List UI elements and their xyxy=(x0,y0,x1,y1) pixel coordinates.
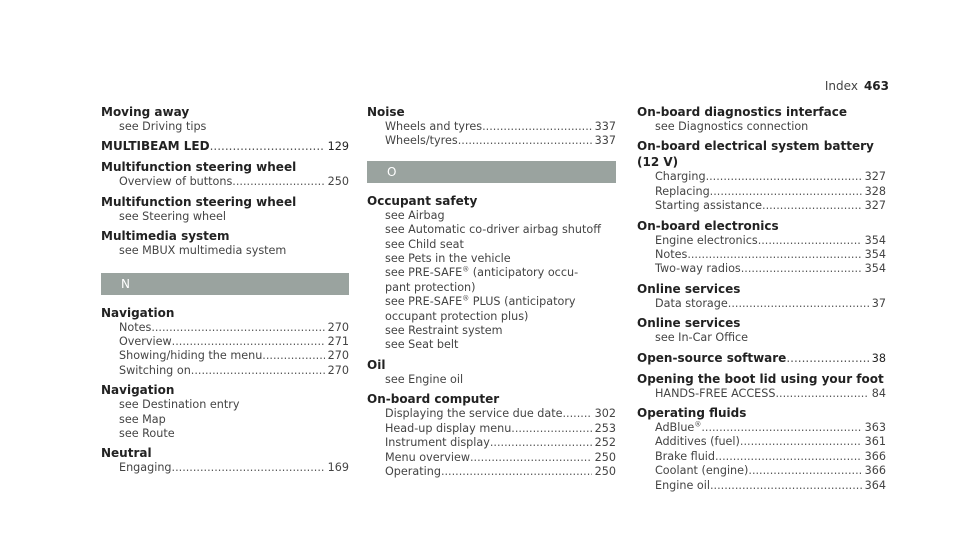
subline-text: Engine oil xyxy=(655,478,710,492)
subline-text: Operating xyxy=(385,464,441,478)
page-ref[interactable]: 337 xyxy=(594,134,616,148)
subline-text: (anticipatory occu- xyxy=(469,266,579,280)
dot-leader xyxy=(748,464,861,478)
subline-text: HANDS-FREE ACCESS xyxy=(655,386,776,400)
page-ref[interactable]: 361 xyxy=(864,435,886,449)
entry-heading[interactable]: Online services xyxy=(637,316,741,331)
index-column-1 xyxy=(101,104,349,480)
page-ref[interactable]: 354 xyxy=(864,248,886,262)
subline-text: Engine electronics xyxy=(655,233,758,247)
entry-subline[interactable] xyxy=(637,248,886,262)
index-entry-open-source-software xyxy=(637,350,886,367)
entry-subline[interactable] xyxy=(637,479,886,493)
entry-subline[interactable] xyxy=(637,464,886,478)
entry-heading[interactable]: On-board diagnostics interface xyxy=(637,105,847,119)
entry-subline[interactable] xyxy=(637,297,886,311)
dot-leader xyxy=(262,349,324,363)
entry-heading[interactable]: Occupant safety xyxy=(367,193,478,208)
page-ref[interactable]: 250 xyxy=(594,464,616,478)
page-ref[interactable]: 169 xyxy=(327,461,349,475)
subline-text: see In-Car Office xyxy=(655,331,749,345)
entry-subline: occupant protection plus) xyxy=(385,309,529,323)
page-ref[interactable]: 354 xyxy=(864,233,886,247)
entry-subline[interactable]: see Automatic co-driver airbag shutoff xyxy=(385,223,601,237)
subline-text: AdBlue xyxy=(655,421,695,435)
index-entry-oil xyxy=(367,357,616,387)
dot-leader xyxy=(563,407,592,421)
dot-leader xyxy=(470,451,592,465)
subline-text: Notes xyxy=(655,248,688,262)
dot-leader xyxy=(482,120,592,134)
page-ref[interactable]: 270 xyxy=(327,320,349,334)
subline-text: Charging xyxy=(655,170,706,184)
subline-text: Brake fluid xyxy=(655,449,715,463)
entry-subline[interactable] xyxy=(367,266,616,280)
index-entry-on-board-computer xyxy=(367,391,616,479)
dot-leader xyxy=(191,364,325,378)
dot-leader xyxy=(710,479,862,493)
entry-heading[interactable]: Oil xyxy=(367,357,386,372)
index-entry-online-services xyxy=(637,315,886,345)
entry-heading[interactable]: Multifunction steering wheel xyxy=(101,160,297,175)
entry-subline[interactable] xyxy=(101,364,349,378)
entry-subline[interactable] xyxy=(637,450,886,464)
dot-leader xyxy=(687,248,861,262)
entry-heading[interactable]: Noise xyxy=(367,105,405,119)
entry-subline[interactable]: see Restraint system xyxy=(385,324,503,338)
entry-subline[interactable] xyxy=(101,398,349,412)
entry-heading[interactable]: Opening the boot lid using your foot xyxy=(637,371,884,386)
index-entry-on-board-electrical-system-battery-12-v xyxy=(637,138,886,213)
entry-subline[interactable] xyxy=(101,321,349,335)
entry-subline[interactable] xyxy=(367,373,616,387)
subline-text: Overview of buttons xyxy=(119,175,233,189)
dot-leader xyxy=(172,461,325,475)
page-ref[interactable]: 366 xyxy=(864,464,886,478)
index-column-3 xyxy=(637,104,886,497)
page-header xyxy=(825,79,889,93)
entry-subline[interactable] xyxy=(367,465,616,479)
subline-text: Instrument display xyxy=(385,436,490,450)
entry-subline[interactable] xyxy=(637,199,886,213)
index-entry-multibeam-led xyxy=(101,138,349,155)
subline-text: PLUS (anticipatory xyxy=(469,295,576,309)
dot-leader xyxy=(775,387,868,401)
dot-leader xyxy=(715,450,862,464)
page-ref[interactable]: 38 xyxy=(871,351,886,365)
entry-heading[interactable] xyxy=(637,350,886,367)
entry-subline[interactable] xyxy=(637,435,886,449)
dot-leader xyxy=(786,350,868,366)
entry-subline[interactable] xyxy=(101,427,349,441)
subline-text: see Steering wheel xyxy=(119,209,226,223)
entry-heading[interactable] xyxy=(101,138,349,155)
dot-leader xyxy=(210,138,325,154)
index-entry-occupant-safety xyxy=(367,193,616,353)
page-ref[interactable]: 328 xyxy=(864,184,886,198)
dot-leader xyxy=(232,175,324,189)
page-ref[interactable]: 252 xyxy=(594,436,616,450)
entry-subline[interactable] xyxy=(101,461,349,475)
entry-subline[interactable]: see Seat belt xyxy=(385,338,459,352)
entry-heading[interactable]: Navigation xyxy=(101,383,175,398)
entry-subline[interactable] xyxy=(367,295,616,309)
subline-text: Showing/hiding the menu xyxy=(119,349,263,363)
entry-heading[interactable]: Online services xyxy=(637,281,741,296)
index-entry-multifunction-steering-wheel xyxy=(101,159,349,189)
entry-heading[interactable]: Navigation xyxy=(101,305,175,320)
subline-text: see PRE-SAFE xyxy=(385,266,463,280)
subline-text: see MBUX multimedia system xyxy=(119,244,287,258)
page-ref[interactable]: 270 xyxy=(327,349,349,363)
index-entry-neutral xyxy=(101,445,349,475)
entry-subline[interactable] xyxy=(637,331,886,345)
dot-leader xyxy=(710,185,862,199)
entry-subline[interactable] xyxy=(637,185,886,199)
letter-heading-o: O xyxy=(367,161,616,183)
entry-subline[interactable] xyxy=(101,335,349,349)
subline-text: Coolant (engine) xyxy=(655,464,749,478)
subline-text: Replacing xyxy=(655,184,710,198)
entry-subline[interactable] xyxy=(637,120,886,134)
subline-text: see Route xyxy=(119,427,175,441)
entry-subline[interactable] xyxy=(101,210,349,224)
index-entry-on-board-diagnostics-interface xyxy=(637,104,886,134)
entry-subline[interactable] xyxy=(367,451,616,465)
entry-subline[interactable] xyxy=(637,387,886,401)
page-ref[interactable]: 364 xyxy=(864,478,886,492)
page-ref[interactable]: 337 xyxy=(594,120,616,133)
registered-mark: ® xyxy=(462,294,470,303)
page-ref[interactable]: 366 xyxy=(864,449,886,463)
dot-leader xyxy=(758,234,862,248)
subline-text: Engaging xyxy=(119,461,172,475)
subline-text: see Diagnostics connection xyxy=(655,120,809,133)
registered-mark: ® xyxy=(462,265,470,274)
entry-subline[interactable]: see Pets in the vehicle xyxy=(385,252,511,266)
index-column-2 xyxy=(367,104,616,483)
entry-subline[interactable] xyxy=(367,120,616,134)
subline-text: Head-up display menu xyxy=(385,421,512,435)
subline-text xyxy=(655,421,701,435)
entry-heading[interactable]: On-board electrical system battery (12 V) xyxy=(637,139,874,170)
entry-subline[interactable] xyxy=(637,170,886,184)
index-entry-noise xyxy=(367,104,616,149)
entry-subline[interactable] xyxy=(101,244,349,258)
subline-text: Notes xyxy=(119,320,152,334)
entry-heading[interactable]: On-board computer xyxy=(367,392,500,407)
entry-subline[interactable] xyxy=(367,407,616,421)
index-entry-on-board-electronics xyxy=(637,218,886,277)
entry-heading[interactable]: Operating fluids xyxy=(637,406,747,421)
subline-text: Additives (fuel) xyxy=(655,435,740,449)
heading-text: Open-source software xyxy=(637,350,787,365)
index-entry-moving-away xyxy=(101,104,349,134)
letter-heading-n: N xyxy=(101,273,349,295)
entry-subline[interactable] xyxy=(367,422,616,436)
registered-mark: ® xyxy=(694,420,702,429)
page-ref[interactable]: 354 xyxy=(864,262,886,276)
page-ref[interactable]: 302 xyxy=(594,407,616,421)
entry-subline[interactable] xyxy=(637,262,886,276)
subline-text: see Destination entry xyxy=(119,398,240,412)
dot-leader xyxy=(701,421,861,435)
page-ref[interactable]: 271 xyxy=(327,335,349,349)
dot-leader xyxy=(762,199,862,213)
entry-subline[interactable] xyxy=(637,421,886,435)
page-ref[interactable]: 270 xyxy=(327,363,349,377)
subline-text: Switching on xyxy=(119,363,191,377)
entry-subline[interactable] xyxy=(101,349,349,363)
dot-leader xyxy=(511,422,591,436)
page-ref[interactable]: 250 xyxy=(327,175,349,189)
page-ref[interactable]: 129 xyxy=(327,140,349,154)
entry-heading[interactable]: Neutral xyxy=(101,446,152,461)
index-entry-multifunction-steering-wheel xyxy=(101,194,349,224)
dot-leader xyxy=(740,435,862,449)
subline-text: Wheels/tyres xyxy=(385,134,458,148)
dot-leader xyxy=(458,134,592,148)
page-number: 463 xyxy=(863,79,889,93)
index-entry-online-services xyxy=(637,281,886,311)
subline-text: Two-way radios xyxy=(655,262,741,276)
dot-leader xyxy=(728,297,869,311)
header-label: Index xyxy=(824,79,858,93)
entry-subline[interactable] xyxy=(367,134,616,148)
entry-heading[interactable]: On-board electronics xyxy=(637,218,779,233)
page-ref[interactable]: 250 xyxy=(594,450,616,464)
entry-subline[interactable] xyxy=(637,234,886,248)
dot-leader xyxy=(706,170,862,184)
index-entry-navigation xyxy=(101,382,349,441)
dot-leader xyxy=(172,335,325,349)
index-entry-opening-the-boot-lid-using-your-foot xyxy=(637,371,886,401)
entry-heading[interactable]: Multimedia system xyxy=(101,229,230,244)
entry-subline: pant protection) xyxy=(385,280,476,294)
subline-text: Starting assistance xyxy=(655,199,763,213)
dot-leader xyxy=(741,262,862,276)
subline-text: see Driving tips xyxy=(119,120,207,133)
subline-text: Wheels and tyres xyxy=(385,120,483,133)
subline-text: Menu overview xyxy=(385,450,470,464)
page-ref[interactable]: 84 xyxy=(871,386,886,400)
entry-heading[interactable]: Multifunction steering wheel xyxy=(101,194,297,209)
entry-subline[interactable] xyxy=(101,175,349,189)
heading-text: MULTIBEAM LED xyxy=(101,139,210,154)
dot-leader xyxy=(490,436,592,450)
index-entry-multimedia-system xyxy=(101,228,349,258)
page-ref[interactable]: 327 xyxy=(864,199,886,213)
subline-text: Displaying the service due date xyxy=(385,407,563,421)
index-entry-operating-fluids xyxy=(637,405,886,493)
page-ref[interactable]: 37 xyxy=(871,296,886,310)
index-entry-navigation xyxy=(101,305,349,379)
entry-subline[interactable] xyxy=(101,413,349,427)
subline-text: Overview xyxy=(119,335,172,349)
subline-text: see Engine oil xyxy=(385,372,464,386)
entry-subline[interactable] xyxy=(101,120,349,134)
dot-leader xyxy=(441,465,592,479)
entry-subline[interactable]: see Airbag xyxy=(385,208,445,222)
subline-text: see PRE-SAFE xyxy=(385,295,463,309)
page-ref[interactable]: 363 xyxy=(864,421,886,435)
subline-text: see Map xyxy=(119,412,166,426)
dot-leader xyxy=(151,321,324,335)
entry-heading[interactable]: Moving away xyxy=(101,105,190,119)
entry-subline[interactable]: see Child seat xyxy=(385,237,464,251)
page-ref[interactable]: 327 xyxy=(864,170,886,184)
entry-subline[interactable] xyxy=(367,436,616,450)
page-ref[interactable]: 253 xyxy=(594,421,616,435)
subline-text: Data storage xyxy=(655,296,728,310)
